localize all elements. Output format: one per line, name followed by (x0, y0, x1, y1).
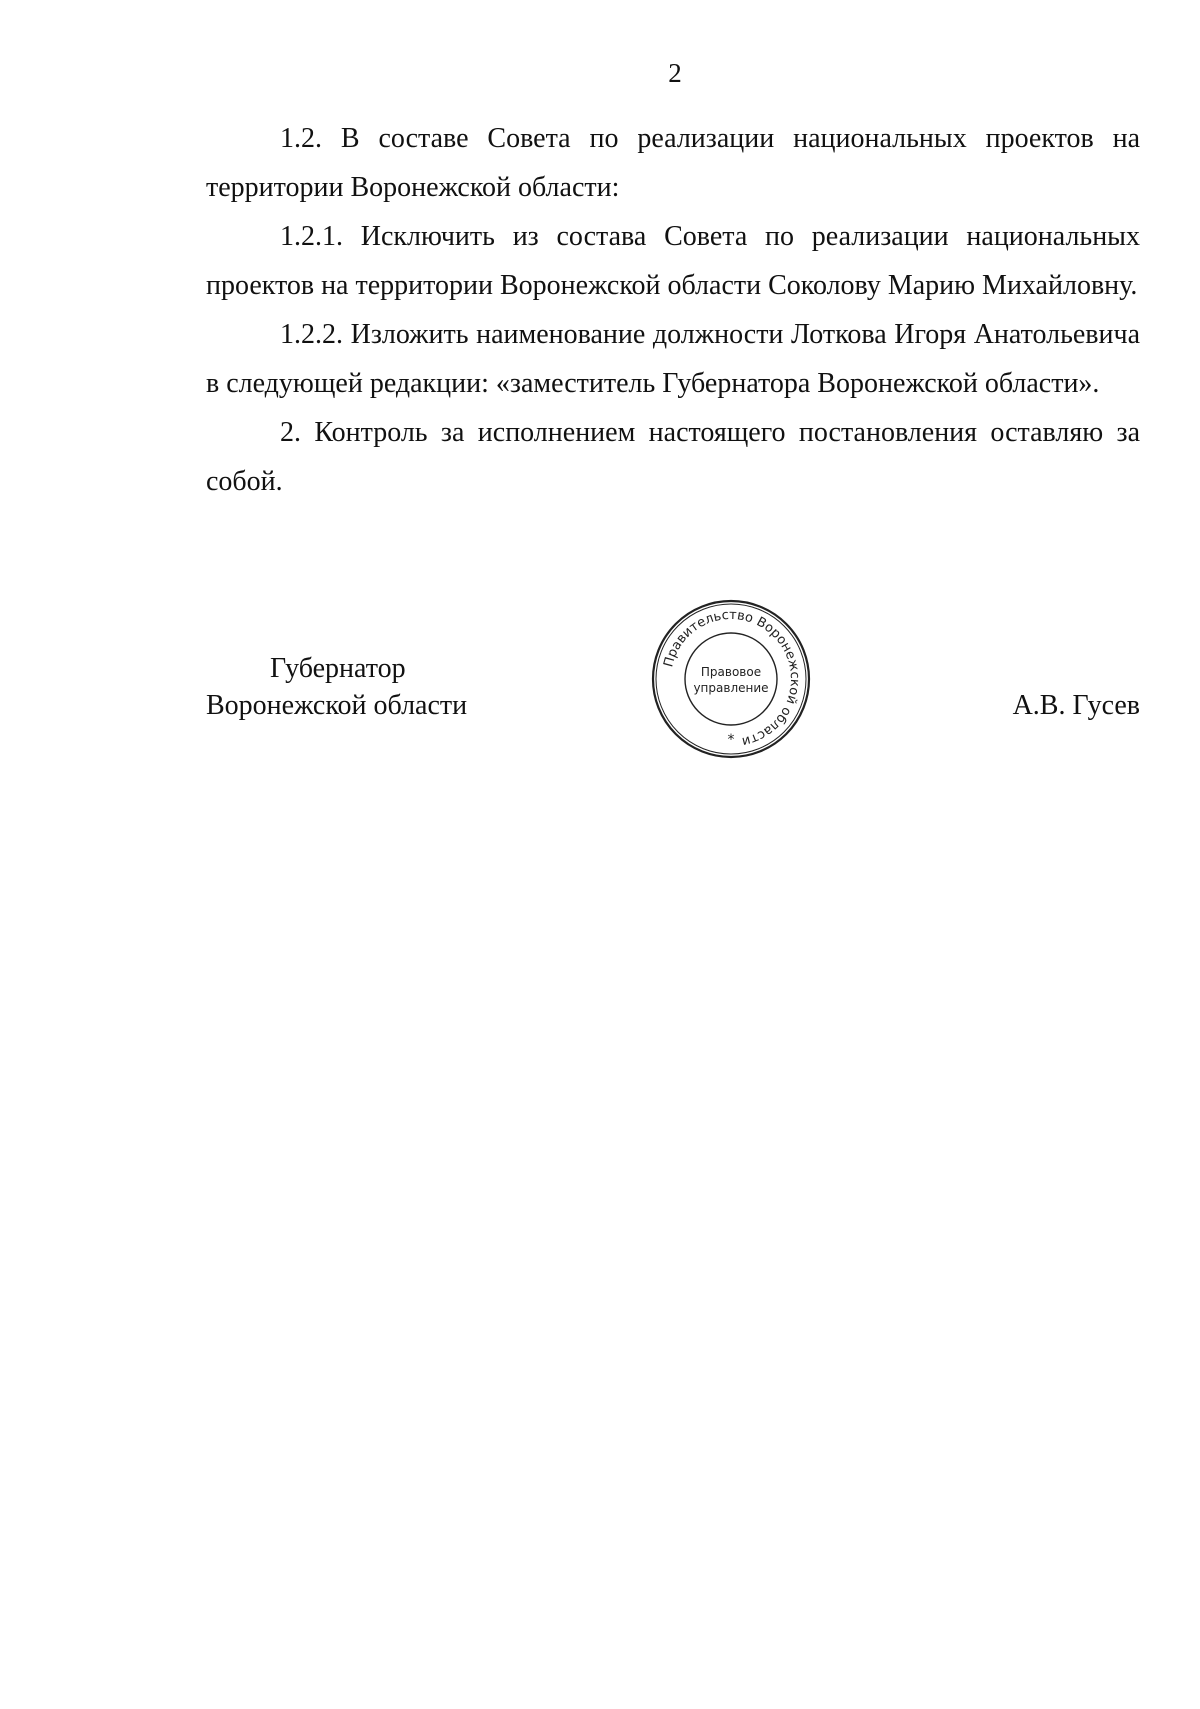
seal-ring-text: Правительство Воронежской области (661, 607, 803, 749)
signatory-title-line2: Воронежской области (206, 690, 468, 721)
seal-center-line2: управление (693, 681, 769, 695)
seal-inner-ring (685, 633, 777, 725)
seal-center-line1: Правовое (700, 665, 762, 679)
official-seal-stamp (650, 598, 812, 760)
paragraph-1-2-2: 1.2.2. Изложить наименование должности Лоткова Игоря Анатольевича в следующей редакции: «заместитель Губернатора Воронежской области». (206, 319, 1140, 399)
signatory-title-line1: Губернатор (270, 653, 406, 684)
document-body (206, 114, 1140, 506)
seal-graphic (650, 598, 812, 760)
signatory-title (206, 650, 467, 724)
page-number: 2 (668, 58, 682, 88)
paragraph-1-2: 1.2. В составе Совета по реализации национальных проектов на территории Воронежской области: (206, 123, 1140, 203)
seal-star-mark: * (727, 732, 735, 748)
paragraph-2: 2. Контроль за исполнением настоящего постановления оставляю за собой. (206, 417, 1140, 497)
paragraph-1-2-1: 1.2.1. Исключить из состава Совета по реализации национальных проектов на территории Воронежской области Соколову Марию Михайловну. (206, 221, 1140, 301)
signatory-name: А.В. Гусев (1012, 690, 1140, 721)
